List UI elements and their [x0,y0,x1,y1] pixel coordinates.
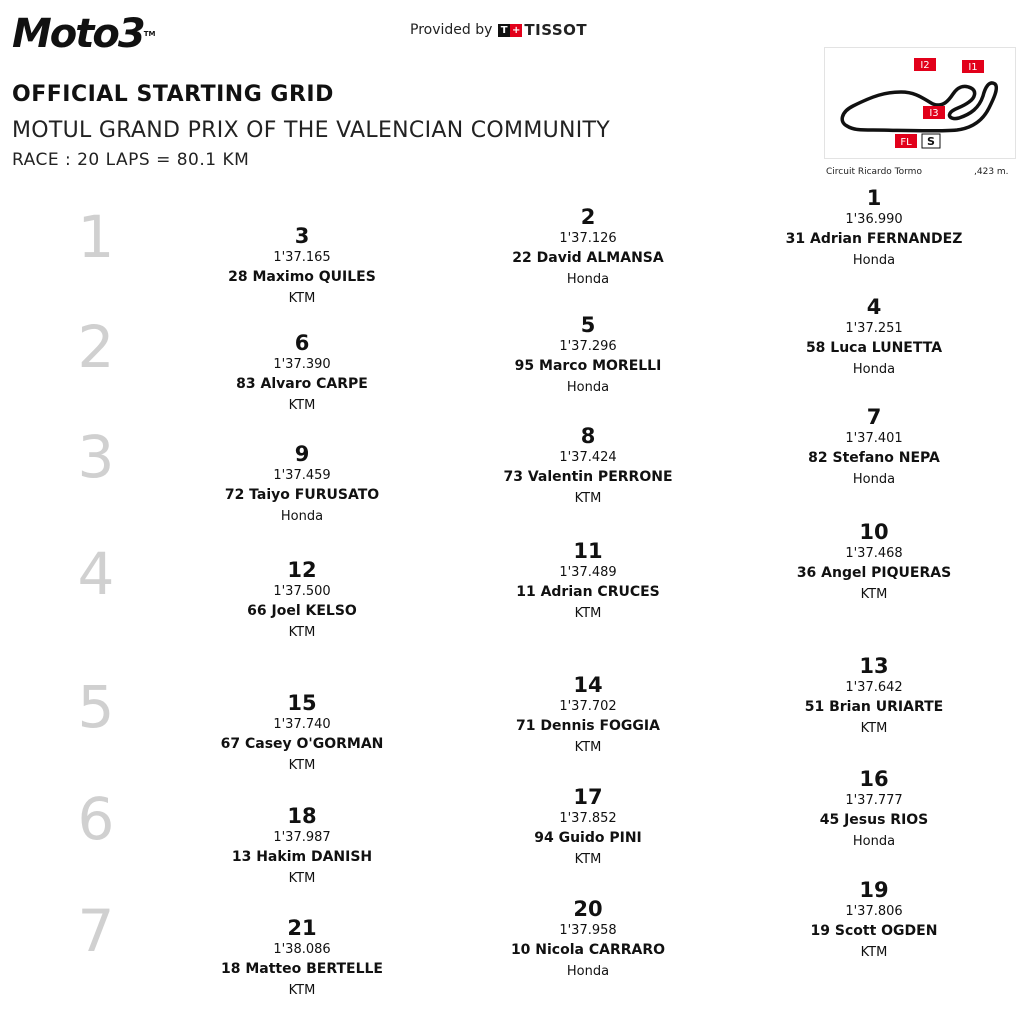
grid-row-number: 1 [77,203,115,271]
grid-slot [764,878,984,961]
lap-time: 1'37.296 [559,339,617,354]
provided-by-label: Provided by [410,22,493,38]
grid-slot [192,331,412,414]
circuit-name: Circuit Ricardo Tormo [826,167,922,177]
grid-position: 8 [580,424,596,448]
lap-time: 1'37.987 [273,830,331,845]
team-name: KTM [288,625,316,640]
logo-text: Moto3 [12,11,144,57]
rider-name: 71 Dennis FOGGIA [516,718,660,734]
team-name: KTM [288,291,316,306]
grid-slot [478,205,698,288]
grid-slot [192,691,412,774]
team-name: KTM [288,983,316,998]
rider-name: 19 Scott OGDEN [810,923,938,939]
lap-time: 1'37.702 [559,699,617,714]
grid-position: 13 [859,654,889,678]
team-name: KTM [860,721,888,736]
grid-position: 6 [294,331,310,355]
circuit-length: ,423 m. [974,167,1009,177]
lap-time: 1'37.489 [559,565,617,580]
grid-position: 7 [866,405,882,429]
rider-name: 95 Marco MORELLI [514,358,662,374]
grid-slot [764,520,984,603]
tissot-logo [498,21,587,39]
rider-name: 28 Maximo QUILES [228,269,376,285]
lap-time: 1'37.468 [845,546,903,561]
rider-name: 45 Jesus RIOS [819,812,929,828]
team-name: KTM [574,606,602,621]
lap-time: 1'37.642 [845,680,903,695]
grid-slot [764,767,984,850]
grid-slot [764,186,984,269]
grid-row-number: 7 [77,897,115,965]
team-name: Honda [852,834,896,849]
intermediate-1-label: I1 [968,62,978,73]
team-name: Honda [566,380,610,395]
lap-time: 1'37.251 [845,321,903,336]
grid-row-number: 3 [77,423,115,491]
intermediate-3-label: I3 [929,108,939,119]
lap-time: 1'37.390 [273,357,331,372]
team-name: KTM [288,871,316,886]
lap-time: 1'37.165 [273,250,331,265]
grid-slot [192,558,412,641]
grid-position: 10 [859,520,889,544]
grid-position: 9 [294,442,310,466]
grid-position: 4 [866,295,882,319]
grid-position: 2 [580,205,596,229]
rider-name: 66 Joel KELSO [247,603,357,619]
team-name: KTM [860,587,888,602]
sponsor-name: TISSOT [524,21,588,39]
team-name: KTM [288,398,316,413]
logo-trademark: TM [143,30,156,38]
lap-time: 1'38.086 [273,942,331,957]
team-name: Honda [852,362,896,377]
grid-row-number: 4 [77,540,115,608]
grid-slot [192,916,412,999]
lap-time: 1'36.990 [845,212,903,227]
lap-time: 1'37.777 [845,793,903,808]
rider-name: 51 Brian URIARTE [804,699,944,715]
sponsor-credit [410,21,587,39]
grid-position: 17 [573,785,603,809]
grid-position: 15 [287,691,317,715]
grid-row-number: 5 [77,673,115,741]
lap-time: 1'37.459 [273,468,331,483]
team-name: Honda [280,509,324,524]
rider-name: 58 Luca LUNETTA [805,340,943,356]
grid-slot [478,785,698,868]
rider-name: 13 Hakim DANISH [231,849,373,865]
grid-row-number: 6 [77,785,115,853]
rider-name: 94 Guido PINI [534,830,642,846]
grid-slot [764,405,984,488]
grid-row-number: 2 [77,313,115,381]
grid-position: 11 [573,539,603,563]
team-name: KTM [574,740,602,755]
tissot-cross-icon: T + [498,24,522,37]
rider-name: 22 David ALMANSA [512,250,664,266]
rider-name: 73 Valentin PERRONE [503,469,673,485]
grid-slot [192,224,412,307]
grid-slot [192,442,412,525]
team-name: KTM [574,491,602,506]
team-name: Honda [566,964,610,979]
grid-position: 3 [294,224,310,248]
team-name: Honda [852,253,896,268]
grid-position: 16 [859,767,889,791]
grid-slot [764,295,984,378]
rider-name: 67 Casey O'GORMAN [220,736,384,752]
lap-time: 1'37.126 [559,231,617,246]
rider-name: 18 Matteo BERTELLE [220,961,383,977]
team-name: Honda [566,272,610,287]
grid-position: 19 [859,878,889,902]
lap-time: 1'37.740 [273,717,331,732]
team-name: KTM [574,852,602,867]
start-label: S [927,135,935,148]
grid-position: 18 [287,804,317,828]
page-title: OFFICIAL STARTING GRID [12,82,334,107]
rider-name: 11 Adrian CRUCES [516,584,660,600]
grid-slot [192,804,412,887]
grid-slot [478,424,698,507]
finish-line-label: FL [900,137,912,148]
grid-position: 12 [287,558,317,582]
grid-position: 21 [287,916,317,940]
lap-time: 1'37.401 [845,431,903,446]
intermediate-2-label: I2 [920,60,930,71]
lap-time: 1'37.852 [559,811,617,826]
team-name: Honda [852,472,896,487]
rider-name: 31 Adrian FERNANDEZ [785,231,963,247]
lap-time: 1'37.806 [845,904,903,919]
grid-slot [764,654,984,737]
rider-name: 72 Taiyo FURUSATO [224,487,380,503]
grid-position: 5 [580,313,596,337]
grid-position: 20 [573,897,603,921]
grid-slot [478,539,698,622]
rider-name: 83 Alvaro CARPE [236,376,368,392]
grid-position: 14 [573,673,603,697]
team-name: KTM [288,758,316,773]
rider-name: 36 Angel PIQUERAS [796,565,952,581]
rider-name: 82 Stefano NEPA [808,450,940,466]
team-name: KTM [860,945,888,960]
event-title: MOTUL GRAND PRIX OF THE VALENCIAN COMMUNITY [12,118,611,143]
grid-slot [478,897,698,980]
lap-time: 1'37.500 [273,584,331,599]
rider-name: 10 Nicola CARRARO [510,942,666,958]
lap-time: 1'37.958 [559,923,617,938]
moto3-logo [12,11,156,57]
race-info: RACE : 20 LAPS = 80.1 KM [12,150,250,170]
circuit-track-icon [825,48,1015,158]
grid-slot [478,313,698,396]
grid-slot [478,673,698,756]
lap-time: 1'37.424 [559,450,617,465]
circuit-map [824,47,1016,159]
grid-position: 1 [866,186,882,210]
